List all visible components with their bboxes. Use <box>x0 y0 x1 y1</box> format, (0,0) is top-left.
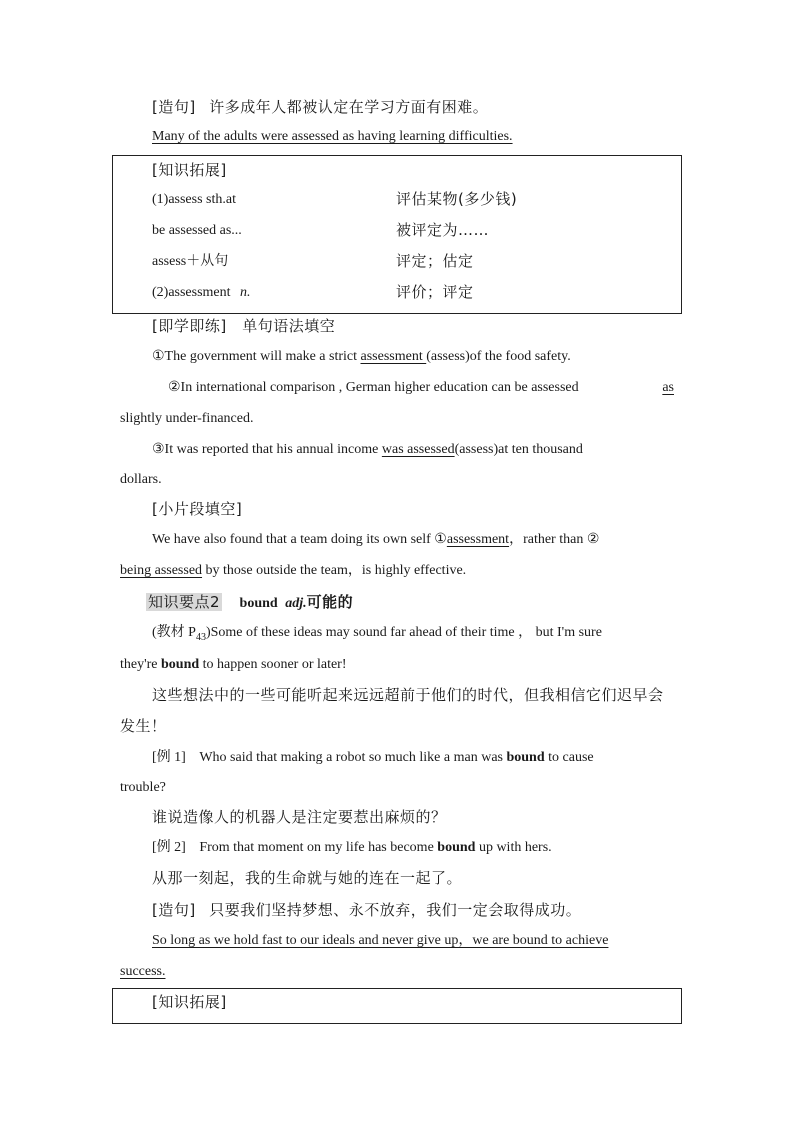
example-text: From that moment on my life has become <box>199 840 438 855</box>
practice-title: [即学即练] 单句语法填空 <box>152 317 336 335</box>
example-text-continued: trouble? <box>120 780 166 795</box>
example-text: Who said that making a robot so much like a man was <box>199 750 507 765</box>
bold-word: bound <box>437 840 476 855</box>
example-label: [例 1] <box>152 750 186 765</box>
textbook-sentence-continued <box>120 655 347 675</box>
question-text-continued: slightly under-financed. <box>120 411 254 426</box>
sentence-en: So long as we hold fast to our ideals and never give up，we are bound to achieve <box>152 933 609 948</box>
bold-word: bound <box>506 750 545 765</box>
box-row-word: (2)assessment <box>152 285 231 300</box>
example-cn: 从那一刻起，我的生命就与她的连在一起了。 <box>152 869 463 887</box>
box-title: [知识拓展] <box>152 993 227 1011</box>
question-text: (assess)at ten thousand <box>454 442 583 457</box>
box-row-right: 评估某物(多少钱) <box>396 190 518 208</box>
practice-q1 <box>152 347 571 367</box>
headword: bound <box>239 596 278 611</box>
question-text: ③It was reported that his annual income <box>152 442 382 457</box>
sentence-tag: [造句] <box>152 98 196 116</box>
box-title: [知识拓展] <box>152 161 227 179</box>
bold-word: bound <box>161 657 200 672</box>
box-row-pos: n. <box>240 285 251 300</box>
example-text: up with hers. <box>475 840 552 855</box>
practice-q3 <box>152 440 674 460</box>
sentence-en: Many of the adults were assessed as having learning difficulties. <box>152 129 513 144</box>
textbook-en: )Some of these ideas may sound far ahead of their time ， but I'm sure <box>205 625 602 640</box>
headword-meaning: 可能的 <box>306 593 354 611</box>
practice-q2 <box>168 378 674 398</box>
textbook-cn: 这些想法中的一些可能听起来远远超前于他们的时代，但我相信它们迟早会 <box>152 686 664 704</box>
sentence-en-continued: success. <box>120 964 166 979</box>
fill-paragraph-continued <box>120 561 466 581</box>
sentence-making-2 <box>152 900 581 922</box>
textbook-page: 43 <box>195 631 206 643</box>
box-row-left <box>152 283 251 303</box>
fill-text: by those outside the team，is highly effective. <box>202 563 467 578</box>
sentence-cn: 许多成年人都被认定在学习方面有困难。 <box>209 98 489 116</box>
fill-text: ，rather than ② <box>509 532 600 547</box>
sentence-cn: 只要我们坚持梦想、永不放弃，我们一定会取得成功。 <box>209 901 582 919</box>
question-text-continued: dollars. <box>120 472 162 487</box>
example-cn: 谁说造像人的机器人是注定要惹出麻烦的？ <box>152 808 447 826</box>
answer-blank: being assessed <box>120 563 203 578</box>
box-row-left: be assessed as... <box>152 223 242 238</box>
example-1 <box>152 748 594 768</box>
question-text: ①The government will make a strict <box>152 349 361 364</box>
fill-paragraph <box>152 530 599 550</box>
box-row-left: (1)assess sth.at <box>152 192 236 207</box>
answer-blank: assessment <box>446 532 510 547</box>
box-row-right: 评价；评定 <box>396 283 474 301</box>
textbook-en: to happen sooner or later! <box>199 657 347 672</box>
textbook-cn-continued: 发生！ <box>120 717 167 735</box>
box-row-left: assess＋从句 <box>152 254 229 269</box>
knowledge-point-heading <box>146 592 353 614</box>
box-row-right: 评定；估定 <box>396 252 474 270</box>
textbook-en: they're <box>120 657 162 672</box>
answer-blank: was assessed <box>381 442 455 457</box>
sentence-tag: [造句] <box>152 901 196 919</box>
textbook-sentence <box>152 623 602 648</box>
textbook-ref: (教材 P <box>152 625 196 640</box>
part-of-speech: adj. <box>285 596 307 611</box>
answer-blank: assessment <box>360 349 427 364</box>
fill-text: We have also found that a team doing its own self ① <box>152 532 447 547</box>
box-row-right: 被评定为…… <box>396 221 490 239</box>
question-text: ②In international comparison , German higher education can be assessed <box>168 380 579 395</box>
sentence-making-1 <box>152 97 488 119</box>
question-text: (assess)of the food safety. <box>426 349 571 364</box>
example-2 <box>152 838 552 858</box>
answer-blank: as <box>662 380 674 395</box>
fill-title: [小片段填空] <box>152 500 243 518</box>
example-text: to cause <box>544 750 594 765</box>
knowledge-point-tag: 知识要点2 <box>148 593 221 611</box>
example-label: [例 2] <box>152 840 186 855</box>
